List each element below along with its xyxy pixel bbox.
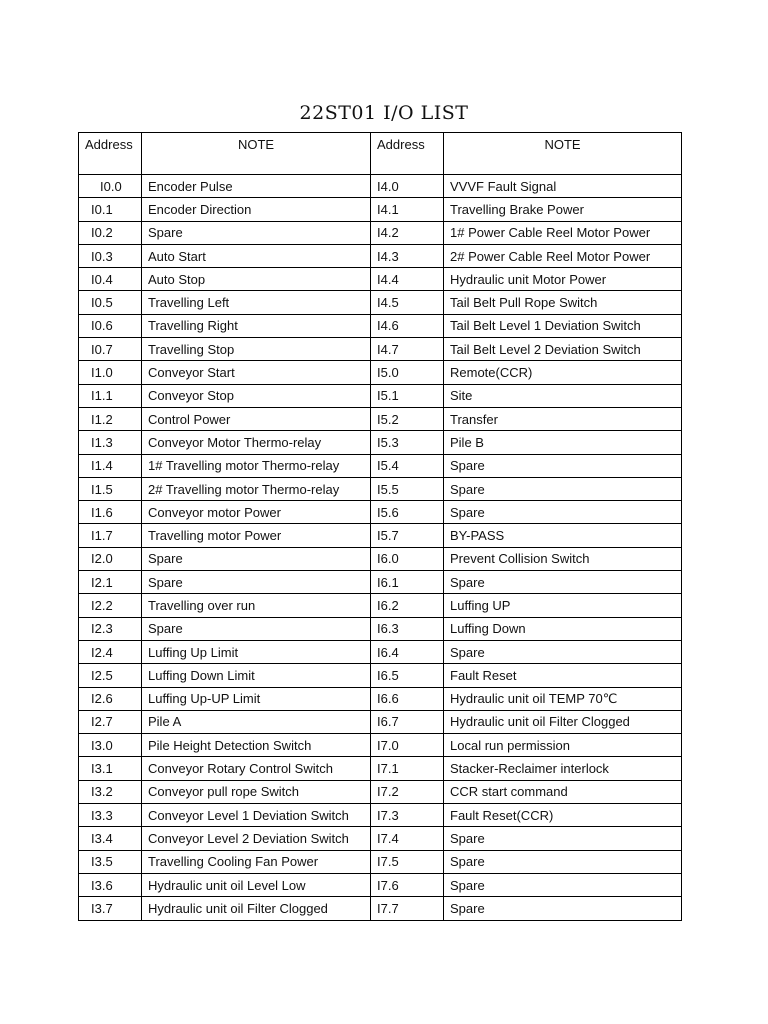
table-row xyxy=(79,850,682,873)
note-right-cell: Local run permission xyxy=(444,734,682,757)
table-row xyxy=(79,897,682,920)
note-right-cell: BY-PASS xyxy=(444,524,682,547)
note-right-cell: Spare xyxy=(444,873,682,896)
address-left-cell: I3.6 xyxy=(79,873,142,896)
address-right-cell: I6.6 xyxy=(371,687,444,710)
note-right-cell: Hydraulic unit oil TEMP 70℃ xyxy=(444,687,682,710)
note-left-cell: Conveyor Rotary Control Switch xyxy=(142,757,371,780)
note-right-cell: Hydraulic unit Motor Power xyxy=(444,268,682,291)
address-left-cell: I2.6 xyxy=(79,687,142,710)
table-row xyxy=(79,804,682,827)
address-left-cell: I1.7 xyxy=(79,524,142,547)
note-right-cell: CCR start command xyxy=(444,780,682,803)
address-left-cell: I2.1 xyxy=(79,571,142,594)
address-left-cell: I0.2 xyxy=(79,221,142,244)
address-right-cell: I4.0 xyxy=(371,175,444,198)
io-list-table xyxy=(78,132,682,921)
note-right-cell: Tail Belt Level 1 Deviation Switch xyxy=(444,314,682,337)
table-row xyxy=(79,617,682,640)
note-left-cell: 2# Travelling motor Thermo-relay xyxy=(142,477,371,500)
address-left-cell: I2.0 xyxy=(79,547,142,570)
address-left-cell: I1.6 xyxy=(79,501,142,524)
address-left-cell: I1.2 xyxy=(79,407,142,430)
header-note-left: NOTE xyxy=(142,133,371,175)
address-left-cell: I0.5 xyxy=(79,291,142,314)
note-left-cell: Conveyor Stop xyxy=(142,384,371,407)
note-left-cell: Conveyor Level 2 Deviation Switch xyxy=(142,827,371,850)
note-left-cell: Travelling Cooling Fan Power xyxy=(142,850,371,873)
table-row xyxy=(79,687,682,710)
address-left-cell: I3.1 xyxy=(79,757,142,780)
note-left-cell: Spare xyxy=(142,571,371,594)
note-left-cell: Auto Stop xyxy=(142,268,371,291)
address-left-cell: I2.5 xyxy=(79,664,142,687)
address-left-cell: I2.7 xyxy=(79,710,142,733)
header-address-left: Address xyxy=(79,133,142,175)
note-left-cell: Luffing Up Limit xyxy=(142,640,371,663)
note-right-cell: Spare xyxy=(444,501,682,524)
note-left-cell: Conveyor Start xyxy=(142,361,371,384)
address-left-cell: I1.4 xyxy=(79,454,142,477)
note-right-cell: VVVF Fault Signal xyxy=(444,175,682,198)
address-left-cell: I3.4 xyxy=(79,827,142,850)
header-address-right: Address xyxy=(371,133,444,175)
address-left-cell: I3.2 xyxy=(79,780,142,803)
address-right-cell: I7.4 xyxy=(371,827,444,850)
note-right-cell: Tail Belt Level 2 Deviation Switch xyxy=(444,338,682,361)
note-left-cell: Encoder Pulse xyxy=(142,175,371,198)
note-right-cell: Spare xyxy=(444,454,682,477)
note-left-cell: Luffing Down Limit xyxy=(142,664,371,687)
address-left-cell: I1.1 xyxy=(79,384,142,407)
note-right-cell: Luffing UP xyxy=(444,594,682,617)
note-left-cell: Conveyor pull rope Switch xyxy=(142,780,371,803)
address-right-cell: I6.1 xyxy=(371,571,444,594)
note-right-cell: Site xyxy=(444,384,682,407)
table-row xyxy=(79,314,682,337)
address-right-cell: I5.7 xyxy=(371,524,444,547)
note-left-cell: Pile A xyxy=(142,710,371,733)
address-left-cell: I2.2 xyxy=(79,594,142,617)
address-right-cell: I4.5 xyxy=(371,291,444,314)
note-left-cell: Spare xyxy=(142,617,371,640)
table-row xyxy=(79,757,682,780)
table-row xyxy=(79,501,682,524)
note-left-cell: Hydraulic unit oil Filter Clogged xyxy=(142,897,371,920)
note-right-cell: 2# Power Cable Reel Motor Power xyxy=(444,244,682,267)
table-body xyxy=(79,175,682,921)
table-row xyxy=(79,175,682,198)
note-left-cell: Conveyor Level 1 Deviation Switch xyxy=(142,804,371,827)
note-right-cell: Spare xyxy=(444,850,682,873)
table-row xyxy=(79,547,682,570)
address-right-cell: I6.3 xyxy=(371,617,444,640)
address-right-cell: I4.2 xyxy=(371,221,444,244)
address-right-cell: I7.7 xyxy=(371,897,444,920)
table-row xyxy=(79,291,682,314)
address-right-cell: I5.6 xyxy=(371,501,444,524)
table-row xyxy=(79,198,682,221)
note-right-cell: Spare xyxy=(444,897,682,920)
table-row xyxy=(79,454,682,477)
address-left-cell: I3.3 xyxy=(79,804,142,827)
note-right-cell: Spare xyxy=(444,827,682,850)
note-right-cell: Hydraulic unit oil Filter Clogged xyxy=(444,710,682,733)
note-right-cell: Stacker-Reclaimer interlock xyxy=(444,757,682,780)
address-right-cell: I6.4 xyxy=(371,640,444,663)
note-left-cell: Auto Start xyxy=(142,244,371,267)
address-right-cell: I5.5 xyxy=(371,477,444,500)
note-left-cell: Control Power xyxy=(142,407,371,430)
note-right-cell: Fault Reset xyxy=(444,664,682,687)
table-row xyxy=(79,244,682,267)
address-left-cell: I2.4 xyxy=(79,640,142,663)
address-right-cell: I4.7 xyxy=(371,338,444,361)
address-right-cell: I5.2 xyxy=(371,407,444,430)
note-left-cell: Spare xyxy=(142,547,371,570)
address-right-cell: I6.5 xyxy=(371,664,444,687)
table-row xyxy=(79,873,682,896)
note-right-cell: Travelling Brake Power xyxy=(444,198,682,221)
table-row xyxy=(79,384,682,407)
address-right-cell: I5.0 xyxy=(371,361,444,384)
address-right-cell: I6.7 xyxy=(371,710,444,733)
note-left-cell: Travelling Stop xyxy=(142,338,371,361)
address-right-cell: I7.6 xyxy=(371,873,444,896)
address-right-cell: I7.1 xyxy=(371,757,444,780)
address-right-cell: I5.3 xyxy=(371,431,444,454)
address-right-cell: I4.3 xyxy=(371,244,444,267)
address-left-cell: I2.3 xyxy=(79,617,142,640)
note-left-cell: Spare xyxy=(142,221,371,244)
table-row xyxy=(79,338,682,361)
address-right-cell: I5.4 xyxy=(371,454,444,477)
address-right-cell: I7.2 xyxy=(371,780,444,803)
address-left-cell: I0.0 xyxy=(79,175,142,198)
table-row xyxy=(79,431,682,454)
table-row xyxy=(79,407,682,430)
table-row xyxy=(79,571,682,594)
note-left-cell: Travelling Left xyxy=(142,291,371,314)
note-right-cell: Spare xyxy=(444,640,682,663)
table-row xyxy=(79,477,682,500)
table-row xyxy=(79,361,682,384)
address-left-cell: I3.0 xyxy=(79,734,142,757)
address-left-cell: I1.5 xyxy=(79,477,142,500)
note-right-cell: Luffing Down xyxy=(444,617,682,640)
note-right-cell: Remote(CCR) xyxy=(444,361,682,384)
table-row xyxy=(79,827,682,850)
note-right-cell: Pile B xyxy=(444,431,682,454)
address-left-cell: I0.3 xyxy=(79,244,142,267)
table-row xyxy=(79,780,682,803)
note-left-cell: Travelling Right xyxy=(142,314,371,337)
note-left-cell: Luffing Up-UP Limit xyxy=(142,687,371,710)
address-right-cell: I7.3 xyxy=(371,804,444,827)
address-right-cell: I4.6 xyxy=(371,314,444,337)
address-right-cell: I5.1 xyxy=(371,384,444,407)
address-right-cell: I6.2 xyxy=(371,594,444,617)
address-left-cell: I0.1 xyxy=(79,198,142,221)
note-right-cell: Tail Belt Pull Rope Switch xyxy=(444,291,682,314)
note-left-cell: Pile Height Detection Switch xyxy=(142,734,371,757)
note-left-cell: Conveyor motor Power xyxy=(142,501,371,524)
table-row xyxy=(79,524,682,547)
address-left-cell: I0.4 xyxy=(79,268,142,291)
table-row xyxy=(79,710,682,733)
note-left-cell: Travelling motor Power xyxy=(142,524,371,547)
address-left-cell: I1.3 xyxy=(79,431,142,454)
note-left-cell: Hydraulic unit oil Level Low xyxy=(142,873,371,896)
table-header-row xyxy=(79,133,682,175)
table-row xyxy=(79,268,682,291)
note-left-cell: Encoder Direction xyxy=(142,198,371,221)
address-right-cell: I7.0 xyxy=(371,734,444,757)
table-row xyxy=(79,664,682,687)
address-left-cell: I3.5 xyxy=(79,850,142,873)
address-left-cell: I0.6 xyxy=(79,314,142,337)
page-title: 22ST01 I/O LIST xyxy=(299,102,469,124)
note-right-cell: Spare xyxy=(444,477,682,500)
table-row xyxy=(79,734,682,757)
address-right-cell: I4.4 xyxy=(371,268,444,291)
note-right-cell: 1# Power Cable Reel Motor Power xyxy=(444,221,682,244)
table-row xyxy=(79,640,682,663)
table-row xyxy=(79,221,682,244)
address-left-cell: I0.7 xyxy=(79,338,142,361)
address-right-cell: I4.1 xyxy=(371,198,444,221)
address-left-cell: I3.7 xyxy=(79,897,142,920)
note-left-cell: Travelling over run xyxy=(142,594,371,617)
address-right-cell: I6.0 xyxy=(371,547,444,570)
address-right-cell: I7.5 xyxy=(371,850,444,873)
header-note-right: NOTE xyxy=(444,133,682,175)
note-right-cell: Fault Reset(CCR) xyxy=(444,804,682,827)
note-right-cell: Transfer xyxy=(444,407,682,430)
note-left-cell: Conveyor Motor Thermo-relay xyxy=(142,431,371,454)
address-left-cell: I1.0 xyxy=(79,361,142,384)
note-right-cell: Prevent Collision Switch xyxy=(444,547,682,570)
note-right-cell: Spare xyxy=(444,571,682,594)
note-left-cell: 1# Travelling motor Thermo-relay xyxy=(142,454,371,477)
table-row xyxy=(79,594,682,617)
